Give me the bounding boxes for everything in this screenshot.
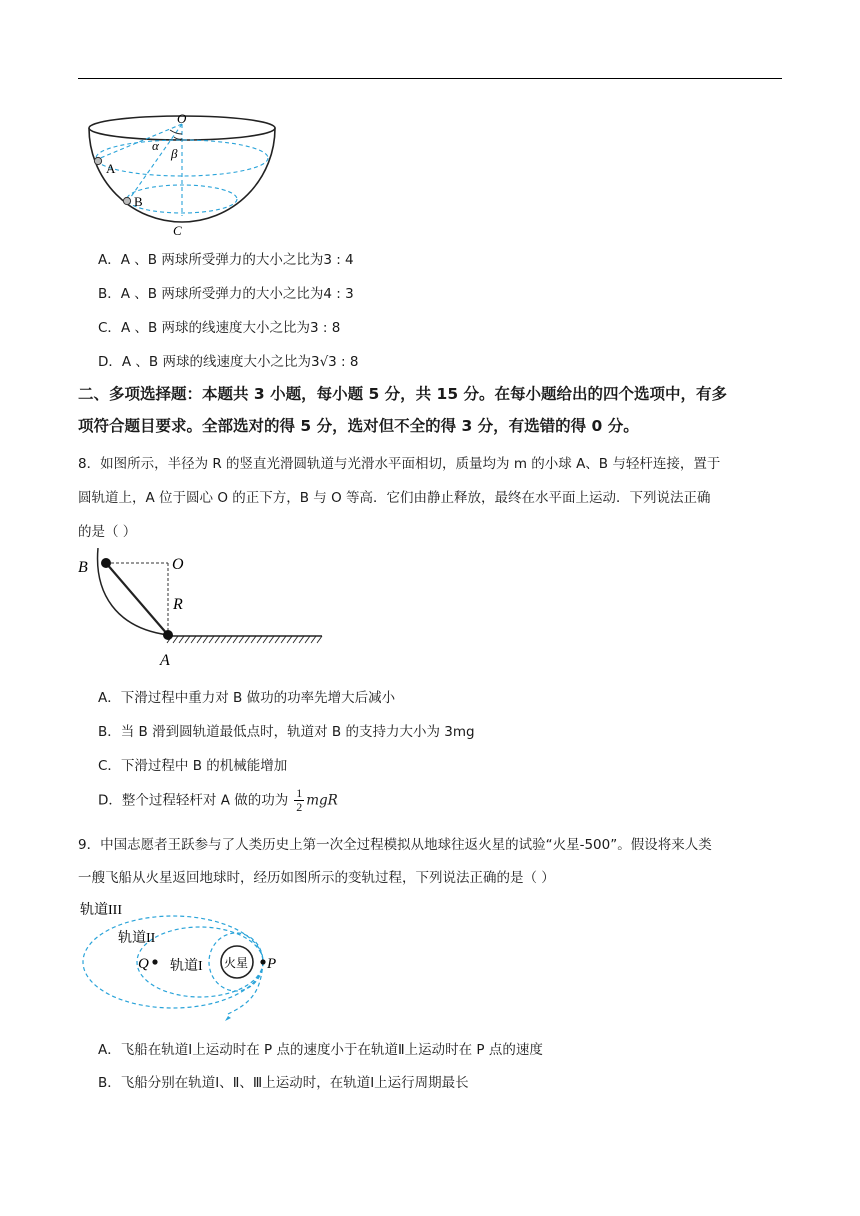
label-B: B <box>78 559 88 576</box>
label-orbit3: 轨道III <box>80 903 122 918</box>
q8-stem-line3: 的是（ ） <box>78 524 137 540</box>
label-A: A <box>106 161 116 176</box>
label-O: O <box>177 111 187 126</box>
label-R: R <box>173 596 183 613</box>
section-heading-line1: 二、多项选择题：本题共 3 小题，每小题 5 分，共 15 分。在每小题给出的四个选项中，有多 <box>78 385 728 403</box>
q9-option-a: A．飞船在轨道Ⅰ上运动时在 P 点的速度小于在轨道Ⅱ上运动时在 P 点的速度 <box>98 1042 543 1058</box>
label-A: A <box>160 652 170 669</box>
q8-option-d: D．整个过程轻杆对 A 做的功为 $\frac{1}{2}$ mgR <box>98 786 338 814</box>
track-figure <box>76 548 326 670</box>
q8-option-b: B．当 B 滑到圆轨道最低点时，轨道对 B 的支持力大小为 3mg <box>98 724 475 740</box>
label-alpha: α <box>152 138 159 153</box>
q9-option-b: B．飞船分别在轨道Ⅰ、Ⅱ、Ⅲ上运动时，在轨道Ⅰ上运行周期最长 <box>98 1075 469 1091</box>
label-beta: β <box>171 146 178 161</box>
q9-stem-line1: 9．中国志愿者王跃参与了人类历史上第一次全过程模拟从地球往返火星的试验“火星-500”。假设将来人类 <box>78 837 712 853</box>
fraction-one-half: $\frac{1}{2}$ <box>296 786 303 814</box>
label-O: O <box>172 556 184 573</box>
label-C: C <box>173 223 182 238</box>
q8-option-a: A．下滑过程中重力对 B 做功的功率先增大后减小 <box>98 690 396 706</box>
label-orbit1: 轨道I <box>170 959 203 974</box>
orbit-figure <box>78 900 278 1024</box>
label-P: P <box>267 956 277 972</box>
header-rule <box>78 78 782 79</box>
label-mars: 火星 <box>224 956 249 970</box>
label-orbit2: 轨道II <box>118 931 156 946</box>
q8-option-c: C．下滑过程中 B 的机械能增加 <box>98 758 288 774</box>
bowl-figure <box>84 104 284 240</box>
section-heading-line2: 项符合题目要求。全部选对的得 5 分，选对但不全的得 3 分，有选错的得 0 分。 <box>78 417 639 435</box>
q9-stem-line2: 一艘飞船从火星返回地球时，经历如图所示的变轨过程，下列说法正确的是（ ） <box>78 870 555 886</box>
q7-option-a: A．A 、B 两球所受弹力的大小之比为3 : 4 <box>98 252 354 268</box>
q7-option-b: B．A 、B 两球所受弹力的大小之比为4 : 3 <box>98 286 354 302</box>
label-B: B <box>134 194 143 209</box>
label-Q: Q <box>138 956 149 972</box>
q7-option-c: C．A 、B 两球的线速度大小之比为3 : 8 <box>98 320 341 336</box>
q7-option-d: D．A 、B 两球的线速度大小之比为3√3 : 8 <box>98 354 359 370</box>
q8-stem-line2: 圆轨道上，A 位于圆心 O 的正下方，B 与 O 等高．它们由静止释放，最终在水平面上运动．下列说法正确 <box>78 490 711 506</box>
q8-stem-line1: 8．如图所示，半径为 R 的竖直光滑圆轨道与光滑水平面相切，质量均为 m 的小球 A、B 与轻杆连接，置于 <box>78 456 721 472</box>
